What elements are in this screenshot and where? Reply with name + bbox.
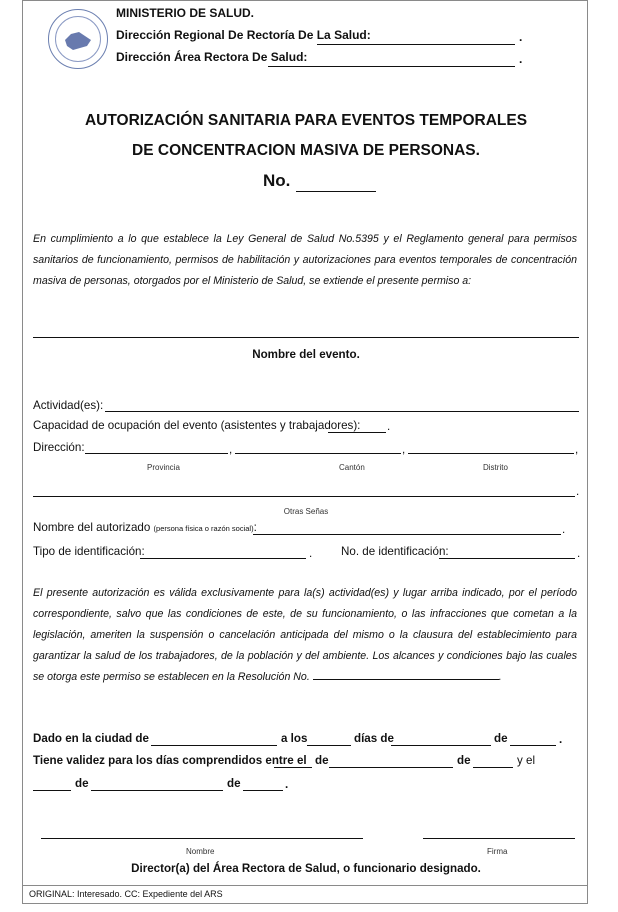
year-field[interactable] [510,745,556,746]
intro-paragraph: En cumplimiento a lo que establece la Ley General de Salud No.5395 y el Reglamento general para permisos sanitarios de funcionamiento, permisos de habilitación y autorizaciones para eventos temporales de concentración masiva de personas, otorgados por el Ministerio de Salud, se extiende el presente permiso a: [33,233,577,287]
start-year-field[interactable] [473,767,513,768]
id-type-label: Tipo de identificación: [33,545,145,558]
permit-form [22,0,588,904]
province-field[interactable] [85,453,228,454]
canton-caption: Cantón [339,463,365,472]
trail-dot: . [576,485,580,498]
day-field[interactable] [307,745,351,746]
other-signs-caption: Otras Señas [283,507,329,516]
distribution-footer: ORIGINAL: Interesado. CC: Expediente del ARS [23,885,587,902]
area-direction-field[interactable] [268,66,515,67]
event-name-label: Nombre del evento. [252,348,360,361]
address-label: Dirección: [33,441,85,454]
of-label: de [315,754,329,767]
trail-dot: . [285,778,289,791]
id-number-label: No. de identificación: [341,545,449,558]
comma: , [402,443,406,456]
start-day-field[interactable] [274,767,312,768]
name-caption: Nombre [186,847,215,856]
district-field[interactable] [408,453,574,454]
days-of-label: días de [354,732,394,745]
other-signs-field[interactable] [33,496,575,497]
comma: , [229,443,233,456]
capacity-field[interactable] [328,432,386,433]
document-title-line1: AUTORIZACIÓN SANITARIA PARA EVENTOS TEMPORALES [84,112,528,129]
activities-field[interactable] [105,411,579,412]
capacity-label: Capacidad de ocupación del evento (asistentes y trabajadores): [33,419,361,432]
trail-dot: . [562,523,566,536]
resolution-number-field[interactable] [313,669,499,680]
validity-paragraph: El presente autorización es válida exclusivamente para la(s) actividad(es) y lugar arriba indicado, por el período correspondiente, salvo que las condiciones de este, de su funcionamiento, o las infracciones que cometan a la legislación, ameriten la suspensión o cancelación anticipada del mismo o la clausura del establecimiento para garantizar la salud de los trabajadores, de la población y del ambiente. Los alcances y condiciones bajo las cuales se otorga este permiso se establecen en la Resolución No. . [33,587,577,683]
district-caption: Distrito [483,463,508,472]
id-type-field[interactable] [140,558,306,559]
trail-dot: . [519,30,523,44]
authorized-name-field[interactable] [253,534,561,535]
at-the-label: a los [281,732,308,745]
trail-dot: . [559,733,563,746]
of-label: de [494,732,508,745]
city-label: Dado en la ciudad de [33,732,149,745]
of-label: de [75,777,89,790]
ministry-seal-icon [48,9,108,69]
month-field[interactable] [391,745,491,746]
trail-dot: . [577,547,581,560]
event-name-field[interactable] [33,337,579,338]
permit-number-label: No. [263,171,291,190]
valid-between-label: Tiene validez para los días comprendidos entre el [33,754,307,767]
of-label: de [457,754,471,767]
trail-dot: . [309,547,313,560]
signature-caption: Firma [487,847,508,856]
id-number-field[interactable] [439,558,575,559]
end-year-field[interactable] [243,790,283,791]
province-caption: Provincia [147,463,180,472]
permit-number-field[interactable] [296,191,376,192]
of-label: de [227,777,241,790]
trail-dot: . [387,420,391,433]
and-label: y el [517,754,536,767]
document-title-line2: DE CONCENTRACION MASIVA DE PERSONAS. [132,142,480,159]
regional-direction-field[interactable] [317,44,515,45]
signature-line[interactable] [423,838,575,839]
director-label: Director(a) del Área Rectora de Salud, o funcionario designado. [131,862,481,875]
canton-field[interactable] [235,453,401,454]
ministry-title: MINISTERIO DE SALUD. [116,6,255,20]
name-signature-line[interactable] [41,838,363,839]
comma: , [575,443,579,456]
end-month-field[interactable] [91,790,223,791]
activities-label: Actividad(es): [33,399,104,412]
end-day-field[interactable] [33,790,71,791]
start-month-field[interactable] [329,767,453,768]
city-field[interactable] [151,745,277,746]
trail-dot: . [519,52,523,66]
regional-direction-label: Dirección Regional De Rectoría De La Salud: [116,28,371,42]
area-direction-label: Dirección Área Rectora De Salud: [116,50,308,64]
authorized-name-label: Nombre del autorizado (persona física o razón social): [33,521,257,534]
